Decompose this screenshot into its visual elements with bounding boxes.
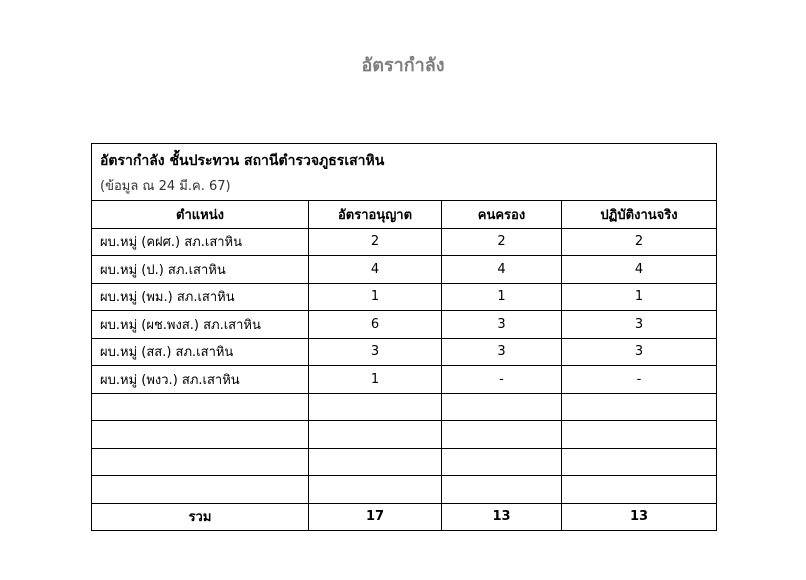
empty-cell (92, 448, 309, 476)
cell-position: ผบ.หมู่ (ป.) สภ.เสาหิน (92, 256, 309, 284)
empty-cell (309, 421, 442, 449)
empty-row (92, 421, 717, 449)
cell-position: ผบ.หมู่ (คฝศ.) สภ.เสาหิน (92, 228, 309, 256)
cell-held: - (442, 366, 562, 394)
page-title: อัตรากำลัง (361, 55, 445, 76)
table-row (92, 283, 717, 311)
table-caption-title: อัตรากำลัง ชั้นประทวน สถานีตำรวจภูธรเสาหิน (100, 153, 385, 169)
staffing-table (91, 143, 717, 531)
header-held: คนครอง (442, 201, 562, 229)
cell-held: 2 (442, 228, 562, 256)
table-row (92, 366, 717, 394)
cell-actual: 1 (562, 283, 717, 311)
caption-row (92, 144, 717, 201)
cell-actual: 2 (562, 228, 717, 256)
cell-allowed: 3 (309, 338, 442, 366)
empty-cell (92, 421, 309, 449)
table-caption-note: (ข้อมูล ณ 24 มี.ค. 67) (100, 179, 231, 194)
empty-cell (92, 476, 309, 504)
cell-position: ผบ.หมู่ (พม.) สภ.เสาหิน (92, 283, 309, 311)
cell-actual: 3 (562, 338, 717, 366)
empty-cell (562, 393, 717, 421)
total-row (92, 503, 717, 531)
cell-held: 3 (442, 338, 562, 366)
empty-cell (442, 448, 562, 476)
cell-actual: 3 (562, 311, 717, 339)
cell-position: ผบ.หมู่ (พงว.) สภ.เสาหิน (92, 366, 309, 394)
header-position: ตำแหน่ง (92, 201, 309, 229)
header-allowed: อัตราอนุญาต (309, 201, 442, 229)
total-held: 13 (442, 503, 562, 531)
empty-row (92, 448, 717, 476)
cell-held: 4 (442, 256, 562, 284)
cell-position: ผบ.หมู่ (สส.) สภ.เสาหิน (92, 338, 309, 366)
empty-cell (442, 421, 562, 449)
cell-held: 3 (442, 311, 562, 339)
total-label: รวม (92, 503, 309, 531)
empty-cell (92, 393, 309, 421)
empty-cell (309, 393, 442, 421)
cell-actual: - (562, 366, 717, 394)
table-row (92, 338, 717, 366)
cell-position: ผบ.หมู่ (ผช.พงส.) สภ.เสาหิน (92, 311, 309, 339)
caption-cell (92, 144, 717, 201)
cell-allowed: 4 (309, 256, 442, 284)
cell-allowed: 6 (309, 311, 442, 339)
cell-actual: 4 (562, 256, 717, 284)
header-actual: ปฏิบัติงานจริง (562, 201, 717, 229)
empty-row (92, 476, 717, 504)
header-row (92, 201, 717, 229)
cell-allowed: 1 (309, 366, 442, 394)
table-row (92, 256, 717, 284)
empty-row (92, 393, 717, 421)
cell-allowed: 2 (309, 228, 442, 256)
total-allowed: 17 (309, 503, 442, 531)
empty-cell (562, 448, 717, 476)
empty-cell (309, 448, 442, 476)
empty-cell (442, 393, 562, 421)
table-row (92, 228, 717, 256)
cell-held: 1 (442, 283, 562, 311)
cell-allowed: 1 (309, 283, 442, 311)
table-row (92, 311, 717, 339)
total-actual: 13 (562, 503, 717, 531)
empty-cell (562, 421, 717, 449)
empty-cell (562, 476, 717, 504)
empty-cell (309, 476, 442, 504)
empty-cell (442, 476, 562, 504)
